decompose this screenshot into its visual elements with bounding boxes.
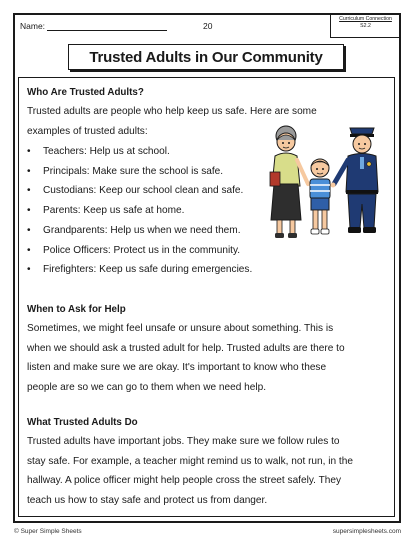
section-heading-what: What Trusted Adults Do [27, 417, 138, 428]
footer-copyright: © Super Simple Sheets [14, 528, 82, 535]
page-title: Trusted Adults in Our Community [68, 44, 344, 70]
list-item: Grandparents: Help us when we need them. [43, 224, 241, 236]
what-line-2: stay safe. For example, a teacher might remind us to walk, not run, in the [27, 456, 353, 467]
list-item: Firefighters: Keep us safe during emergencies. [43, 264, 253, 276]
bullet-dot: • [27, 165, 31, 177]
curriculum-title: Curriculum Connection [339, 16, 392, 22]
bullet-dot: • [27, 185, 31, 197]
what-line-3: hallway. A police officer might help people cross the street safely. They [27, 475, 342, 486]
intro-line-1: Trusted adults are people who help keep us safe. Here are some [27, 106, 317, 117]
list-item: Police Officers: Protect us in the community. [43, 244, 241, 256]
footer-website: supersimplesheets.com [332, 528, 401, 535]
police-officer-figure [331, 128, 379, 233]
bullet-dot: • [27, 205, 31, 217]
curriculum-connection-box [330, 14, 400, 38]
what-line-1: Trusted adults have important jobs. They make sure we follow rules to [27, 436, 340, 447]
grandma-figure [270, 126, 308, 238]
intro-line-2: examples of trusted adults: [27, 126, 148, 137]
bullet-dot: • [27, 244, 31, 256]
list-item: Custodians: Keep our school clean and safe. [43, 185, 244, 197]
what-line-4: teach us how to stay safe and protect us from danger. [27, 495, 268, 506]
section-heading-when: When to Ask for Help [27, 304, 126, 315]
list-item: Parents: Keep us safe at home. [43, 205, 185, 217]
bullet-dot: • [27, 264, 31, 276]
score-total: 20 [203, 21, 213, 31]
name-input-line[interactable] [47, 30, 167, 31]
header-row [13, 13, 401, 40]
list-item: Teachers: Help us at school. [43, 146, 170, 157]
when-line-2: when we should ask a trusted adult for help. Trusted adults are there to [27, 343, 345, 354]
trusted-adults-illustration [268, 124, 390, 242]
child-figure [310, 159, 330, 234]
curriculum-code: S2.2 [360, 23, 371, 29]
bullet-dot: • [27, 224, 31, 236]
when-line-1: Sometimes, we might feel unsafe or unsure about something. This is [27, 323, 334, 334]
section-heading-who: Who Are Trusted Adults? [27, 87, 144, 98]
name-label: Name: [20, 21, 46, 31]
list-item: Principals: Make sure the school is safe. [43, 165, 224, 177]
when-line-4: people are so we can go to them when we need help. [27, 382, 267, 393]
bullet-dot: • [27, 146, 31, 157]
when-line-3: listen and make sure we are okay. It's important to know who these [27, 362, 327, 373]
